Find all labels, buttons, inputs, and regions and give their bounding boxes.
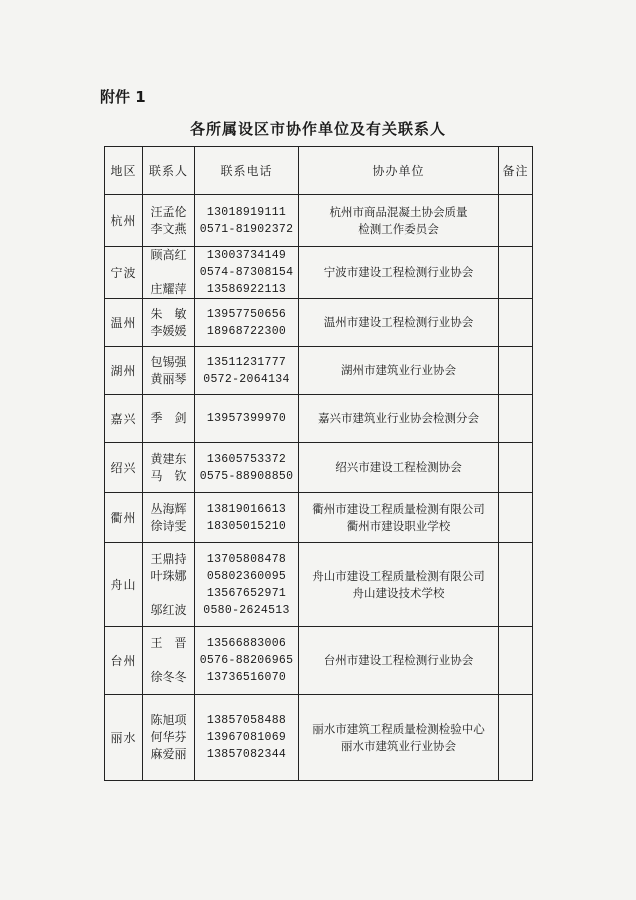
- table-header-row: [105, 147, 533, 195]
- phone-cell: [195, 443, 299, 493]
- unit-cell: [299, 247, 499, 299]
- contact-name: 包锡强: [150, 354, 187, 369]
- phone-cell: [195, 395, 299, 443]
- unit-name: 嘉兴市建筑业行业协会检测分会: [318, 411, 479, 425]
- phone-number: 13957750656: [206, 307, 287, 321]
- unit-cell: [299, 627, 499, 695]
- unit-name: 丽水市建筑业行业协会: [341, 738, 456, 753]
- contact-cell: [143, 493, 195, 543]
- phone-cell: [195, 543, 299, 627]
- phone-number: 13511231777: [206, 355, 287, 369]
- contact-cell: [143, 195, 195, 247]
- note-cell: [499, 195, 533, 247]
- attachment-label: 附件 1: [100, 88, 146, 106]
- phone-number: 13819016613: [206, 502, 287, 516]
- phone-number: 13705808478: [206, 552, 287, 566]
- unit-name: 台州市建设工程检测行业协会: [323, 653, 474, 667]
- region-cell: 嘉兴: [105, 395, 143, 443]
- note-cell: [499, 543, 533, 627]
- unit-name: 湖州市建筑业行业协会: [341, 363, 456, 377]
- unit-cell: [299, 443, 499, 493]
- contact-name: 王鼎持: [150, 551, 187, 566]
- unit-name: 杭州市商品混凝土协会质量: [329, 204, 468, 219]
- unit-cell: [299, 395, 499, 443]
- region-cell: 绍兴: [105, 443, 143, 493]
- contact-name: 李媛媛: [150, 323, 187, 338]
- contact-cell: [143, 443, 195, 493]
- phone-number: 13567652971: [206, 586, 287, 600]
- unit-cell: [299, 347, 499, 395]
- header-phone: 联系电话: [195, 147, 299, 195]
- unit-name: 舟山建设技术学校: [352, 585, 445, 600]
- contact-name: 徐冬冬: [150, 670, 187, 684]
- region-cell: 湖州: [105, 347, 143, 395]
- region-cell: 温州: [105, 299, 143, 347]
- unit-name: 温州市建设工程检测行业协会: [323, 315, 474, 329]
- phone-number: 13957399970: [206, 412, 287, 425]
- phone-number: 0580-2624513: [203, 603, 290, 617]
- contact-name: 汪孟伦: [150, 204, 187, 219]
- phone-number: 13857082344: [206, 748, 287, 761]
- unit-name: 宁波市建设工程检测行业协会: [323, 265, 474, 279]
- header-note: 备注: [499, 147, 533, 195]
- phone-cell: [195, 347, 299, 395]
- region-cell: 衢州: [105, 493, 143, 543]
- contact-name: 朱 敏: [150, 306, 187, 321]
- contact-name: 马 钦: [150, 468, 187, 483]
- phone-number: 13586922113: [206, 283, 287, 296]
- table-row: [105, 443, 533, 493]
- phone-number: 05802360095: [206, 569, 287, 583]
- phone-number: 13018919111: [206, 205, 287, 219]
- unit-name: 舟山市建设工程质量检测有限公司: [312, 568, 485, 583]
- contact-name: 李文燕: [150, 221, 187, 236]
- phone-cell: [195, 695, 299, 781]
- phone-number: 13857058488: [206, 714, 287, 727]
- contact-cell: [143, 299, 195, 347]
- contact-name: 邬红波: [150, 602, 187, 617]
- unit-name: 衢州市建设工程质量检测有限公司: [312, 501, 485, 516]
- table-body: [105, 195, 533, 781]
- phone-number: 18968722300: [206, 324, 287, 338]
- unit-name: 检测工作委员会: [358, 221, 439, 236]
- contact-cell: [143, 627, 195, 695]
- table-row: [105, 543, 533, 627]
- region-cell: 杭州: [105, 195, 143, 247]
- table-row: [105, 695, 533, 781]
- table-row: [105, 347, 533, 395]
- contact-name: 顾高红: [150, 248, 187, 262]
- header-contact: 联系人: [143, 147, 195, 195]
- phone-cell: [195, 195, 299, 247]
- table-row: [105, 395, 533, 443]
- phone-number: 13566883006: [206, 637, 287, 650]
- phone-number: 0574-87308154: [199, 266, 294, 279]
- note-cell: [499, 347, 533, 395]
- contact-table: [104, 146, 533, 781]
- phone-number: 0576-88206965: [199, 654, 294, 667]
- phone-number: 13736516070: [206, 671, 287, 684]
- note-cell: [499, 695, 533, 781]
- contact-cell: [143, 395, 195, 443]
- unit-name: 丽水市建筑工程质量检测检验中心: [312, 721, 485, 736]
- contact-name: 叶珠娜: [150, 568, 187, 583]
- phone-number: 13605753372: [206, 452, 287, 466]
- document-title: 各所属设区市协作单位及有关联系人: [189, 120, 446, 138]
- contact-cell: [143, 247, 195, 299]
- contact-name: 陈旭项: [150, 713, 187, 727]
- unit-cell: [299, 299, 499, 347]
- phone-number: 13967081069: [206, 731, 287, 744]
- note-cell: [499, 443, 533, 493]
- table-row: [105, 493, 533, 543]
- unit-name: 绍兴市建设工程检测协会: [335, 460, 462, 474]
- note-cell: [499, 627, 533, 695]
- phone-number: 0572-2064134: [203, 372, 290, 386]
- unit-cell: [299, 493, 499, 543]
- header-unit: 协办单位: [299, 147, 499, 195]
- unit-cell: [299, 195, 499, 247]
- contact-cell: [143, 347, 195, 395]
- phone-number: 18305015210: [206, 519, 287, 533]
- header-region: 地区: [105, 147, 143, 195]
- unit-cell: [299, 543, 499, 627]
- unit-name: 衢州市建设职业学校: [346, 518, 451, 533]
- region-cell: 舟山: [105, 543, 143, 627]
- contact-name: 黄建东: [150, 451, 187, 466]
- contact-cell: [143, 543, 195, 627]
- contact-name: 麻爱丽: [150, 747, 187, 761]
- table-row: [105, 247, 533, 299]
- table-row: [105, 299, 533, 347]
- phone-cell: [195, 299, 299, 347]
- contact-name: 黄丽琴: [150, 371, 187, 386]
- contact-cell: [143, 695, 195, 781]
- phone-number: 13003734149: [206, 249, 287, 262]
- phone-cell: [195, 627, 299, 695]
- contact-name: 季 剑: [150, 411, 187, 425]
- contact-name: 徐诗雯: [150, 518, 187, 533]
- contact-name: 王 晋: [150, 636, 187, 650]
- phone-number: 0571-81902372: [199, 222, 294, 236]
- table-row: [105, 627, 533, 695]
- note-cell: [499, 247, 533, 299]
- contact-name: 何华芬: [150, 730, 187, 744]
- region-cell: 台州: [105, 627, 143, 695]
- phone-cell: [195, 493, 299, 543]
- phone-number: 0575-88908850: [199, 469, 294, 483]
- contact-name: 庄耀萍: [150, 282, 187, 296]
- region-cell: 宁波: [105, 247, 143, 299]
- note-cell: [499, 395, 533, 443]
- region-cell: 丽水: [105, 695, 143, 781]
- phone-cell: [195, 247, 299, 299]
- note-cell: [499, 299, 533, 347]
- note-cell: [499, 493, 533, 543]
- table-row: [105, 195, 533, 247]
- unit-cell: [299, 695, 499, 781]
- contact-name: 丛海辉: [150, 501, 187, 516]
